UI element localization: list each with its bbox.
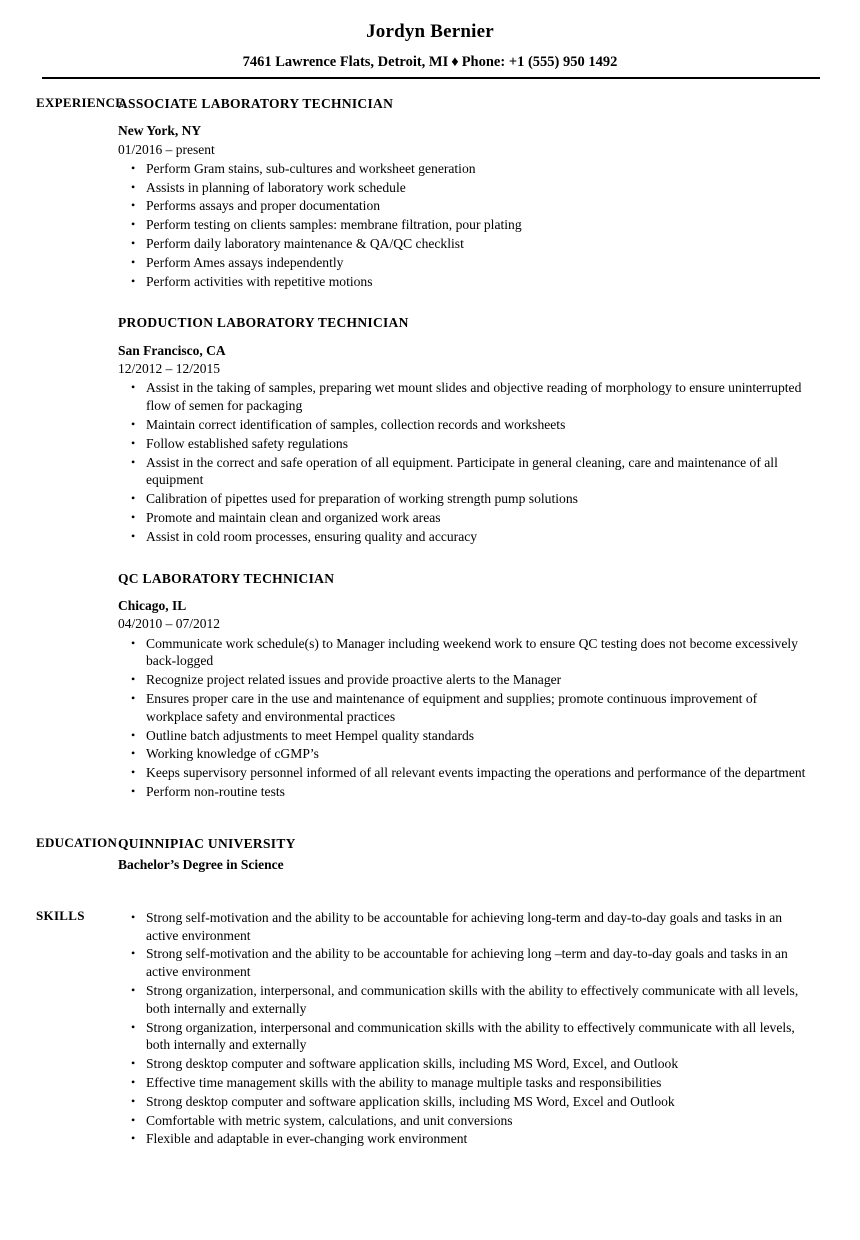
skills-list (118, 909, 812, 1148)
job-responsibilities-list (118, 379, 812, 545)
job-responsibilities-list (118, 635, 812, 801)
list-item: • Comfortable with metric system, calculations, and unit conversions (118, 1112, 812, 1130)
list-item: • Assist in the taking of samples, preparing wet mount slides and objective reading of morphology to ensure uninterrupted flow of semen for packaging (118, 379, 812, 415)
list-item: • Recognize project related issues and provide proactive alerts to the Manager (118, 671, 812, 689)
list-item: • Effective time management skills with the ability to manage multiple tasks and responsibilities (118, 1074, 812, 1092)
section-label-education: EDUCATION (36, 834, 118, 850)
job-entry (118, 570, 812, 801)
list-item: • Perform testing on clients samples: membrane filtration, pour plating (118, 216, 812, 234)
list-item: • Strong desktop computer and software application skills, including MS Word, Excel, and Outlook (118, 1055, 812, 1073)
job-entry (118, 95, 812, 291)
job-title: QC LABORATORY TECHNICIAN (118, 570, 335, 586)
education-degree: Bachelor’s Degree in Science (118, 856, 284, 872)
job-location: New York, NY (118, 123, 202, 139)
skills-section (0, 908, 860, 1149)
education-body (118, 835, 860, 875)
contact-line (0, 55, 860, 71)
diamond-icon: ♦ (451, 53, 459, 70)
list-item: • Perform Gram stains, sub-cultures and worksheet generation (118, 160, 812, 178)
list-item: • Calibration of pipettes used for preparation of working strength pump solutions (118, 490, 812, 508)
job-dates: 04/2010 – 07/2012 (118, 616, 221, 632)
list-item: • Assist in cold room processes, ensuring quality and accuracy (118, 528, 812, 546)
job-responsibilities-list (118, 160, 812, 291)
list-item: • Perform Ames assays independently (118, 254, 812, 272)
experience-body (118, 95, 860, 802)
skills-body (118, 908, 860, 1149)
list-item: • Strong organization, interpersonal, and communication skills with the ability to effectively communicate with all levels, both internally and externally (118, 982, 812, 1018)
list-item: • Promote and maintain clean and organized work areas (118, 509, 812, 527)
list-item: • Performs assays and proper documentation (118, 197, 812, 215)
list-item: • Assists in planning of laboratory work schedule (118, 179, 812, 197)
job-title: PRODUCTION LABORATORY TECHNICIAN (118, 315, 409, 331)
section-label-skills: SKILLS (36, 907, 85, 923)
contact-phone: Phone: +1 (555) 950 1492 (461, 53, 618, 70)
job-title: ASSOCIATE LABORATORY TECHNICIAN (118, 95, 394, 111)
list-item: • Working knowledge of cGMP’s (118, 745, 812, 763)
contact-address: 7461 Lawrence Flats, Detroit, MI (242, 53, 449, 70)
job-dates: 12/2012 – 12/2015 (118, 361, 221, 377)
list-item: • Communicate work schedule(s) to Manager including weekend work to ensure QC testing does not become excessively back-logged (118, 635, 812, 671)
experience-section (0, 95, 860, 802)
job-entry (118, 314, 812, 545)
list-item: • Ensures proper care in the use and maintenance of equipment and supplies; promote continuous improvement of workplace safety and environmental practices (118, 690, 812, 726)
candidate-name: Jordyn Bernier (366, 21, 494, 42)
list-item: • Perform non-routine tests (118, 783, 812, 801)
list-item: • Assist in the correct and safe operation of all equipment. Participate in general cleaning, care and maintenance of all equipment (118, 454, 812, 490)
list-item: • Flexible and adaptable in ever-changing work environment (118, 1130, 812, 1148)
list-item: • Strong self-motivation and the ability to be accountable for achieving long –term and day-to-day goals and tasks in an active environment (118, 945, 812, 981)
education-school: QUINNIPIAC UNIVERSITY (118, 835, 296, 851)
list-item: • Perform activities with repetitive motions (118, 273, 812, 291)
resume-header (0, 0, 860, 79)
list-item: • Strong self-motivation and the ability to be accountable for achieving long-term and day-to-day goals and tasks in an active environment (118, 909, 812, 945)
section-label-experience: EXPERIENCE (36, 94, 125, 110)
list-item: • Outline batch adjustments to meet Hempel quality standards (118, 727, 812, 745)
education-section (0, 835, 860, 875)
job-dates: 01/2016 – present (118, 141, 215, 157)
list-item: • Keeps supervisory personnel informed of all relevant events impacting the operations and performance of the department (118, 764, 812, 782)
job-location: Chicago, IL (118, 598, 187, 614)
list-item: • Perform daily laboratory maintenance & QA/QC checklist (118, 235, 812, 253)
list-item: • Strong organization, interpersonal and communication skills with the ability to effectively communicate with all levels, both internally and externally (118, 1019, 812, 1055)
list-item: • Follow established safety regulations (118, 435, 812, 453)
list-item: • Strong desktop computer and software application skills, including MS Word, Excel and Outlook (118, 1093, 812, 1111)
job-location: San Francisco, CA (118, 342, 226, 358)
header-divider (42, 77, 820, 79)
list-item: • Maintain correct identification of samples, collection records and worksheets (118, 416, 812, 434)
